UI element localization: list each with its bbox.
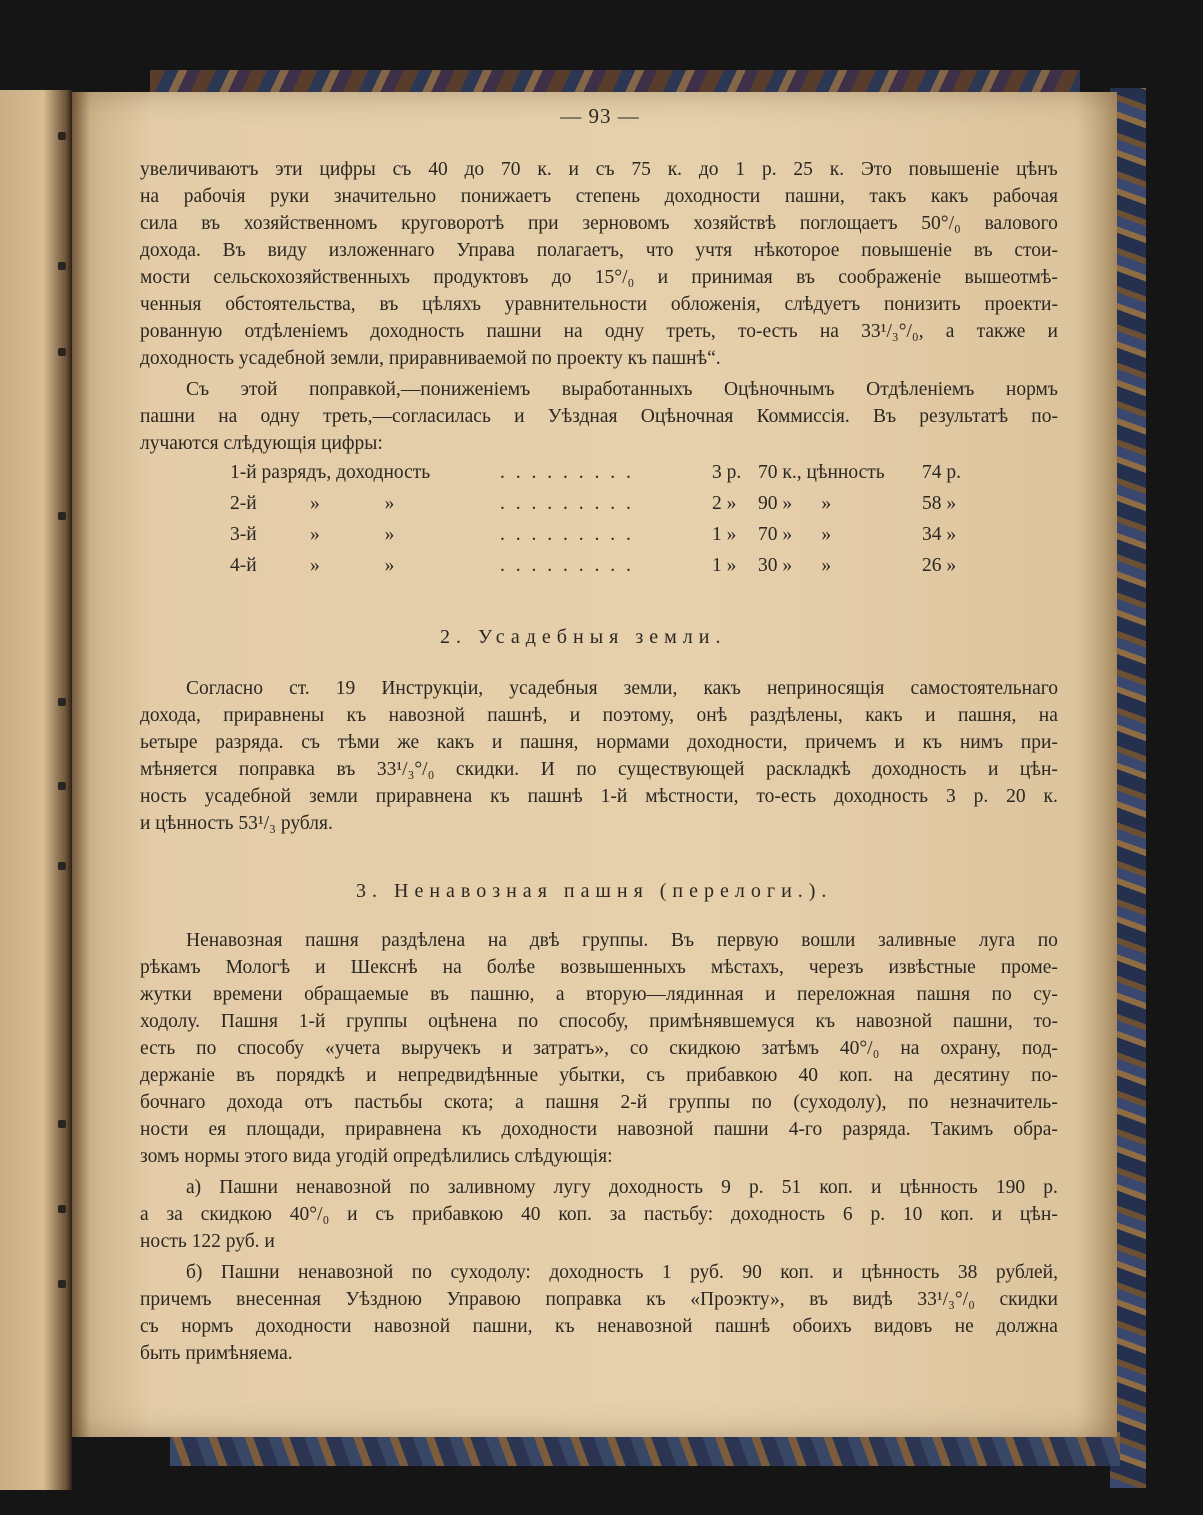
- text-line: жутки времени обращаемые въ пашню, а вторую—лядинная и переложная пашня по су-: [140, 984, 1058, 1005]
- table-cell-value: 3 р.: [712, 462, 742, 483]
- table-cell-ditto: » »: [310, 555, 395, 576]
- text-line: ьетыре разряда. съ тѣми же какъ и пашня, нормами доходности, причемъ и къ нимъ при-: [140, 732, 1058, 753]
- binding-mark: [58, 1205, 66, 1213]
- text-line: пашни на одну треть,—согласилась и Уѣздная Оцѣночная Коммиссія. Въ результатѣ по-: [140, 406, 1058, 427]
- marbled-edge-bottom: [170, 1432, 1120, 1466]
- table-cell-value: 58 »: [922, 493, 957, 514]
- text-line: увеличиваютъ эти цифры съ 40 до 70 к. и съ 75 к. до 1 р. 25 к. Это повышеніе цѣнъ: [140, 159, 1058, 180]
- text-line: на рабочія руки значительно понижаетъ степень доходности пашни, такъ какъ рабочая: [140, 186, 1058, 207]
- binding-mark: [58, 512, 66, 520]
- table-cell-dots: . . . . . . . . .: [500, 555, 634, 576]
- table-cell-category: 4-й: [230, 555, 257, 576]
- table-cell-dots: . . . . . . . . .: [500, 524, 634, 545]
- text-line: б) Пашни ненавозной по суходолу: доходность 1 руб. 90 коп. и цѣнность 38 рублей,: [186, 1262, 1058, 1283]
- text-line: ченныя обстоятельства, въ цѣляхъ уравнительности обложенія, слѣдуетъ понизить проекти-: [140, 294, 1058, 315]
- text-line: рѣкамъ Мологѣ и Шекснѣ на болѣе возвышенныхъ мѣстахъ, черезъ извѣстные проме-: [140, 957, 1058, 978]
- text-line: дохода. Въ виду изложеннаго Управа полагаетъ, что учтя нѣкоторое повышеніе въ стои-: [140, 240, 1058, 261]
- binding-mark: [58, 262, 66, 270]
- text-line: Ненавозная пашня раздѣлена на двѣ группы. Въ первую вошли заливные луга по: [186, 930, 1058, 951]
- binding-mark: [58, 1280, 66, 1288]
- table-cell-category: 1-й разрядъ, доходность: [230, 462, 431, 483]
- text-line: и цѣнность 53¹/₃ рубля.: [140, 813, 333, 834]
- table-cell-value: 2 »: [712, 493, 737, 514]
- text-line: ности ея площади, приравнена къ доходности навозной пашни 4-го разряда. Такимъ обра-: [140, 1119, 1058, 1140]
- binding-mark: [58, 862, 66, 870]
- table-cell-value: 1 »: [712, 524, 737, 545]
- text-line: ность усадебной земли приравнена къ пашнѣ 1-й мѣстности, то-есть доходность 3 р. 20 к.: [140, 786, 1058, 807]
- text-line: лучаются слѣдующія цифры:: [140, 433, 383, 454]
- text-line: съ нормъ доходности навозной пашни, къ ненавозной пашнѣ обоихъ видовъ не должна: [140, 1316, 1058, 1337]
- text-line: рованную отдѣленіемъ доходность пашни на одну треть, то-есть на 33¹/₃°/₀, а также и: [140, 321, 1058, 342]
- table-cell-value: 1 »: [712, 555, 737, 576]
- text-line: сила въ хозяйственномъ круговоротѣ при зерновомъ хозяйствѣ поглощаетъ 50°/₀ валового: [140, 213, 1058, 234]
- table-cell-value: 74 р.: [922, 462, 961, 483]
- text-line: держаніе въ порядкѣ и непредвидѣнные убытки, съ прибавкою 40 коп. на десятину по-: [140, 1065, 1058, 1086]
- table-cell-value: 90 » »: [758, 493, 832, 514]
- text-line: зомъ нормы этого вида угодій опредѣлились слѣдующія:: [140, 1146, 613, 1167]
- text-line: есть по способу «учета выручекъ и затратъ», со скидкою затѣмъ 40°/₀ на охрану, под-: [140, 1038, 1058, 1059]
- table-cell-value: 26 »: [922, 555, 957, 576]
- page-number: — 93 —: [560, 104, 640, 128]
- text-line: бочнаго дохода отъ пастьбы скота; а пашня 2-й группы по (суходолу), по незначитель-: [140, 1092, 1058, 1113]
- table-cell-value: 70 к., цѣнность: [758, 462, 885, 483]
- text-line: дохода, приравнены къ навозной пашнѣ, и поэтому, онѣ раздѣлены, какъ и пашня, на: [140, 705, 1058, 726]
- text-line: а за скидкою 40°/₀ и съ прибавкою 40 коп. за пастьбу: доходность 6 р. 10 коп. и цѣн-: [140, 1204, 1058, 1225]
- text-line: мости сельскохозяйственныхъ продуктовъ до 15°/₀ и принимая въ соображеніе вышеотмѣ-: [140, 267, 1058, 288]
- text-line: Съ этой поправкой,—пониженіемъ выработанныхъ Оцѣночнымъ Отдѣленіемъ нормъ: [186, 379, 1058, 400]
- section-heading: 3. Ненавозная пашня (перелоги.).: [356, 880, 833, 902]
- table-cell-value: 70 » »: [758, 524, 832, 545]
- text-line: Согласно ст. 19 Инструкціи, усадебныя земли, какъ неприносящія самостоятельнаго: [186, 678, 1058, 699]
- table-cell-dots: . . . . . . . . .: [500, 493, 634, 514]
- table-cell-value: 30 » »: [758, 555, 832, 576]
- table-cell-ditto: » »: [310, 493, 395, 514]
- table-cell-ditto: » »: [310, 524, 395, 545]
- binding-mark: [58, 348, 66, 356]
- binding-mark: [58, 1120, 66, 1128]
- binding-mark: [58, 132, 66, 140]
- text-line: быть примѣняема.: [140, 1343, 293, 1364]
- text-line: а) Пашни ненавозной по заливному лугу доходность 9 р. 51 коп. и цѣнность 190 р.: [186, 1177, 1058, 1198]
- table-cell-category: 3-й: [230, 524, 257, 545]
- section-heading: 2. Усадебныя земли.: [440, 626, 727, 648]
- table-cell-category: 2-й: [230, 493, 257, 514]
- table-cell-dots: . . . . . . . . .: [500, 462, 634, 483]
- text-line: ходолу. Пашня 1-й группы оцѣнена по способу, примѣнявшемуся къ навозной пашни, то-: [140, 1011, 1058, 1032]
- binding-mark: [58, 698, 66, 706]
- text-line: причемъ внесенная Уѣздною Управою поправка къ «Проэкту», въ видѣ 33¹/₃°/₀ скидки: [140, 1289, 1058, 1310]
- text-line: мѣняется поправка въ 33¹/₃°/₀ скидки. И по существующей раскладкѣ доходность и цѣн-: [140, 759, 1058, 780]
- binding-mark: [58, 782, 66, 790]
- text-line: ность 122 руб. и: [140, 1231, 275, 1252]
- text-line: доходность усадебной земли, приравниваемой по проекту къ пашнѣ“.: [140, 348, 721, 369]
- table-cell-value: 34 »: [922, 524, 957, 545]
